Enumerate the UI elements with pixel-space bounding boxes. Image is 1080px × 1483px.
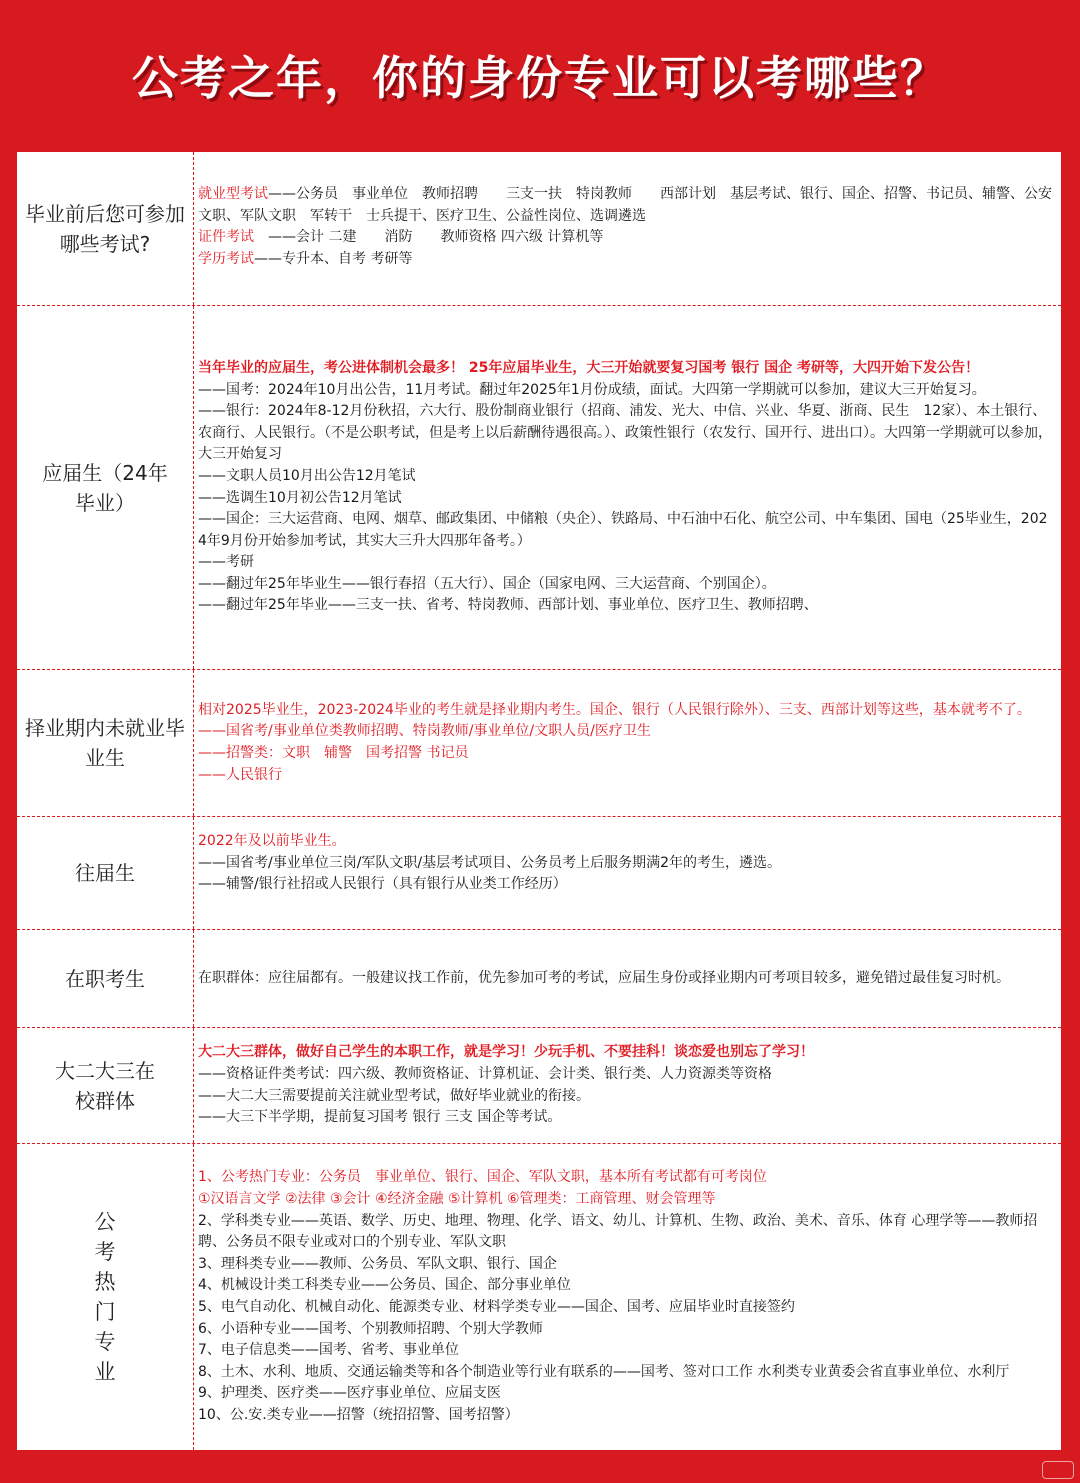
row-content xyxy=(197,670,1059,816)
content-line: 当年毕业的应届生，考公进体制机会最多！ 25年应届毕业生，大三开始就要复习国考 银行 国企 考研等，大四开始下发公告！ xyxy=(198,359,979,376)
row-content xyxy=(197,1028,1059,1143)
content-line: ①汉语言文学 ②法律 ③会计 ④经济金融 ⑤计算机 ⑥管理类：工商管理、财会管理等 xyxy=(198,1191,716,1208)
row-content xyxy=(197,306,1059,669)
table-row xyxy=(17,1144,1061,1450)
row-content xyxy=(197,1144,1059,1450)
row-label: 往届生 xyxy=(17,817,194,929)
content-line: ——考研 xyxy=(198,554,254,571)
row-content xyxy=(197,817,1059,929)
content-line: 3、理科类专业——教师、公务员、军队文职、银行、国企 xyxy=(198,1255,557,1272)
content-line: 4、机械设计类工科类专业——公务员、国企、部分事业单位 xyxy=(198,1277,571,1294)
content-line: 5、电气自动化、机械自动化、能源类专业、材料学类专业——国企、国考、应届毕业时直接签约 xyxy=(198,1299,795,1315)
title-banner xyxy=(0,0,1080,150)
watermark-logo xyxy=(1042,1461,1074,1479)
table-row xyxy=(17,306,1061,670)
content-line: ——翻过年25年毕业——三支一扶、省考、特岗教师、西部计划、事业单位、医疗卫生、教师招聘、 xyxy=(198,597,818,614)
content-line: ——选调生10月初公告12月笔试 xyxy=(198,489,402,506)
content-line: 证件考试 ——会计 二建 消防 教师资格 四六级 计算机等 xyxy=(198,229,604,246)
row-content xyxy=(197,930,1059,1027)
content-line: ——招警类：文职 辅警 国考招警 书记员 xyxy=(198,745,469,761)
content-line: 10、公.安.类专业——招警（统招招警、国考招警） xyxy=(198,1406,519,1423)
content-line: ——国考：2024年10月出公告，11月考试。翻过年2025年1月份成绩，面试。大四第一学期就可以参加，建议大三开始复习。 xyxy=(198,381,986,398)
row-label: 应届生（24年毕业） xyxy=(17,306,194,669)
table-row xyxy=(17,1028,1061,1144)
row-label: 择业期内未就业毕业生 xyxy=(17,670,194,816)
row-label: 大二大三在校群体 xyxy=(17,1028,194,1143)
content-line: 2022年及以前毕业生。 xyxy=(198,833,346,849)
table-row xyxy=(17,930,1061,1028)
row-label: 在职考生 xyxy=(17,930,194,1027)
content-line: ——资格证件类考试：四六级、教师资格证、计算机证、会计类、银行类、人力资源类等资格 xyxy=(198,1065,772,1082)
info-table xyxy=(17,152,1061,1450)
content-line: ——国省考/事业单位三岗/军队文职/基层考试项目、公务员考上后服务期满2年的考生，遴选。 xyxy=(198,854,782,871)
content-line: 1、公考热门专业：公务员 事业单位、银行、国企、军队文职，基本所有考试都有可考岗位 xyxy=(198,1169,767,1186)
content-line: 就业型考试——公务员 事业单位 教师招聘 三支一扶 特岗教师 西部计划 基层考试、银行、国企、招警、书记员、辅警、公安文职、军队文职 军转干 士兵提干、医疗卫生、公益性岗位、选调遴选 xyxy=(198,186,1052,224)
content-line: ——辅警/银行社招或人民银行（具有银行从业类工作经历） xyxy=(198,876,567,893)
content-line: ——人民银行 xyxy=(198,766,282,783)
content-line: 相对2025毕业生，2023-2024毕业的考生就是择业期内考生。国企、银行（人民银行除外）、三支、西部计划等这些，基本就考不了。 xyxy=(198,701,1031,718)
table-row xyxy=(17,817,1061,930)
content-line: 2、学科类专业——英语、数学、历史、地理、物理、化学、语文、幼儿、计算机、生物、政治、美术、音乐、体育 心理学等——教师招聘、公务员不限专业或对口的个别专业、军队文职 xyxy=(198,1212,1038,1251)
content-line: ——大二大三需要提前关注就业型考试，做好毕业就业的衔接。 xyxy=(198,1087,590,1104)
content-line: ——文职人员10月出公告12月笔试 xyxy=(198,467,416,484)
table-row xyxy=(17,152,1061,306)
content-line: 6、小语种专业——国考、个别教师招聘、个别大学教师 xyxy=(198,1320,543,1337)
row-label: 公考热门专业 xyxy=(17,1144,194,1450)
content-line: ——银行：2024年8-12月份秋招，六大行、股份制商业银行（招商、浦发、光大、中信、兴业、华夏、浙商、民生 12家）、本土银行、农商行、人民银行。（不是公职考试，但是考上以后薪酬待遇很高。）、政策性银行（农发行、国开行、进出口）。大四第一学期就可以参加，大三开始复习 xyxy=(198,403,1052,463)
content-line: 9、护理类、医疗类——医疗事业单位、应届支医 xyxy=(198,1385,501,1402)
content-line: 8、土木、水利、地质、交通运输类等和各个制造业等行业有联系的——国考、签对口工作 水利类专业黄委会省直事业单位、水利厅 xyxy=(198,1363,1010,1380)
content-line: 7、电子信息类——国考、省考、事业单位 xyxy=(198,1342,459,1359)
content-line: ——国省考/事业单位类教师招聘、特岗教师/事业单位/文职人员/医疗卫生 xyxy=(198,723,651,740)
content-line: 在职群体：应往届都有。一般建议找工作前，优先参加可考的考试，应届生身份或择业期内可考项目较多，避免错过最佳复习时机。 xyxy=(198,969,1010,986)
content-line: ——大三下半学期，提前复习国考 银行 三支 国企等考试。 xyxy=(198,1109,562,1126)
table-row xyxy=(17,670,1061,817)
content-line: ——国企：三大运营商、电网、烟草、邮政集团、中储粮（央企）、铁路局、中石油中石化、航空公司、中车集团、国电（25毕业生，2024年9月份开始参加考试，其实大三升大四那年备考。） xyxy=(198,511,1048,549)
content-line: 大二大三群体，做好自己学生的本职工作，就是学习！少玩手机、不要挂科！谈恋爱也别忘了学习！ xyxy=(198,1044,814,1061)
row-label: 毕业前后您可参加哪些考试? xyxy=(17,152,194,305)
content-line: 学历考试——专升本、自考 考研等 xyxy=(198,250,413,267)
row-content xyxy=(197,152,1059,305)
page-title: 公考之年，你的身份专业可以考哪些？ xyxy=(132,51,948,105)
content-line: ——翻过年25年毕业生——银行春招（五大行）、国企（国家电网、三大运营商、个别国企）。 xyxy=(198,575,776,592)
